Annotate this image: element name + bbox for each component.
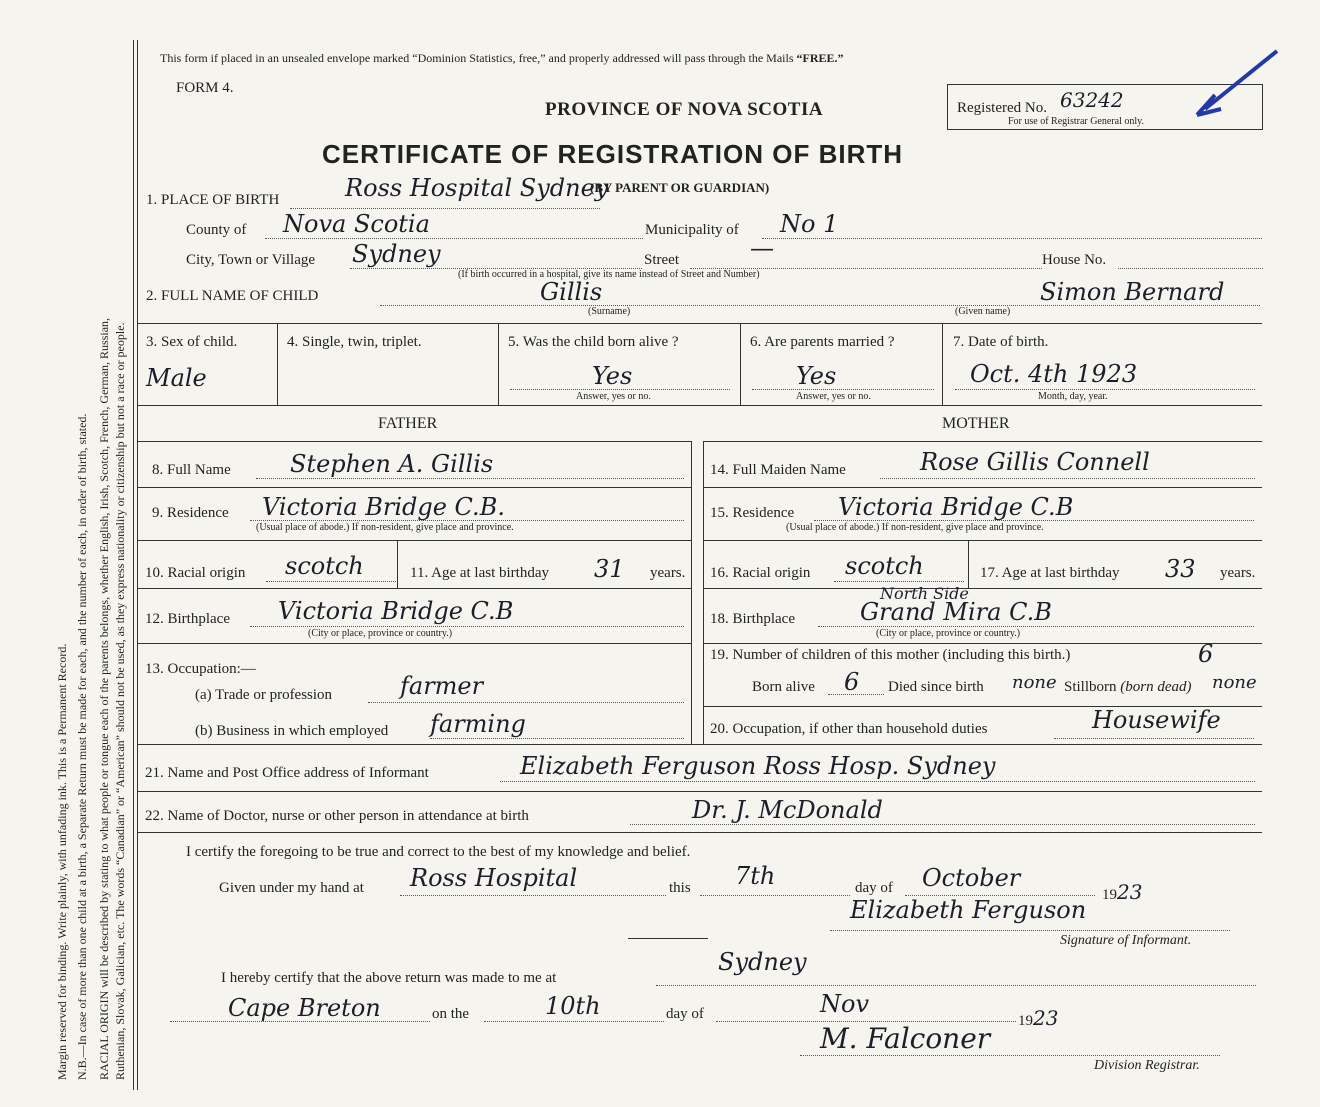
mother-name-value: Rose Gillis Connell — [920, 448, 1150, 476]
mother-birthplace-extra: North Side — [880, 584, 969, 603]
mother-birthplace-note: (City or place, province or country.) — [876, 628, 1021, 639]
mother-residence-note: (Usual place of abode.) If non-resident, give place and province. — [786, 522, 1044, 533]
informant-value: Elizabeth Ferguson Ross Hosp. Sydney — [520, 752, 996, 780]
registrar-signature: M. Falconer — [820, 1022, 991, 1055]
alive-value: Yes — [592, 362, 633, 390]
mother-race-label: 16. Racial origin — [710, 565, 811, 581]
county-label: County of — [186, 222, 247, 238]
margin-rule-2 — [137, 40, 138, 1090]
city-value: Sydney — [352, 240, 441, 268]
mail-notice: This form if placed in an unsealed envelope marked “Dominion Statistics, free,” and properly addressed will pass through the Mails “FREE.” — [160, 51, 844, 65]
municipality-value: No 1 — [780, 210, 839, 238]
certify-day-value: 7th — [735, 862, 776, 890]
father-name-value: Stephen A. Gillis — [290, 450, 494, 478]
mother-occupation-label: 20. Occupation, if other than household duties — [710, 721, 988, 737]
given-under-label: Given under my hand at — [219, 880, 364, 896]
division-registrar-label: Division Registrar. — [1094, 1058, 1200, 1073]
doctor-value: Dr. J. McDonald — [692, 796, 883, 824]
on-the-label: on the — [432, 1006, 470, 1022]
children-label: 19. Number of children of this mother (including this birth.) — [710, 647, 1071, 663]
arrow-mark-icon — [1185, 45, 1285, 125]
margin-rule — [133, 40, 134, 1090]
father-race-value: scotch — [285, 552, 364, 580]
registrar-text: I hereby certify that the above return was made to me at — [221, 970, 557, 986]
father-heading: FATHER — [378, 415, 438, 432]
father-trade-label: (a) Trade or profession — [195, 687, 333, 703]
place-label: 1. PLACE OF BIRTH — [146, 192, 280, 208]
mother-occupation-value: Housewife — [1092, 706, 1221, 734]
died-label: Died since birth — [888, 679, 984, 695]
multiple-label: 4. Single, twin, triplet. — [287, 334, 422, 350]
margin-note-2: N.B.—In case of more than one child at a birth, a Separate Return must be made for each, and the number of each, in order of birth, stated. — [75, 413, 89, 1080]
margin-note-1: Margin reserved for binding. Write plainly, with unfading ink. This is a Permanent Record. — [55, 643, 69, 1080]
father-residence-note: (Usual place of abode.) If non-resident, give place and province. — [256, 522, 514, 533]
father-occupation-label: 13. Occupation:— — [145, 661, 256, 677]
father-birthplace-note: (City or place, province or country.) — [308, 628, 453, 639]
street-value: — — [750, 234, 774, 262]
division-value: Cape Breton — [228, 994, 381, 1022]
form-number: FORM 4. — [176, 80, 234, 96]
mother-birthplace-label: 18. Birthplace — [710, 611, 795, 627]
certify-text: I certify the foregoing to be true and correct to the best of my knowledge and belief. — [186, 844, 691, 860]
children-value: 6 — [1198, 640, 1214, 668]
registered-label: Registered No. — [957, 100, 1047, 116]
registrar-year-label: 1923 — [1018, 1006, 1059, 1030]
margin-note-4: Ruthenian, Slovak, Galician, etc. The words “Canadian” or “American” should not be used, as they express nationality or citizenship but not a race or people. — [113, 322, 127, 1080]
stillborn-value: none — [1212, 672, 1257, 693]
municipality-label: Municipality of — [645, 222, 739, 238]
child-surname: Gillis — [540, 278, 603, 306]
given-place-value: Ross Hospital — [410, 864, 578, 892]
born-alive-value: 6 — [844, 668, 860, 696]
city-label: City, Town or Village — [186, 252, 316, 268]
given-note: (Given name) — [955, 306, 1011, 317]
married-label: 6. Are parents married ? — [750, 334, 895, 350]
died-value: none — [1012, 672, 1057, 693]
subtitle: (BY PARENT OR GUARDIAN) — [590, 180, 770, 195]
registrar-note: For use of Registrar General only. — [1008, 116, 1144, 127]
informant-label: 21. Name and Post Office address of Informant — [145, 765, 429, 781]
born-alive-label: Born alive — [752, 679, 815, 695]
sex-value: Male — [146, 364, 207, 392]
mother-age-value: 33 — [1165, 555, 1196, 583]
registrar-day-value: 10th — [545, 992, 601, 1020]
margin-note-3: RACIAL ORIGIN will be described by stating to what people or tongue each of the parents belongs, whether English, Irish, Scotch, French, German, Russian, — [97, 317, 111, 1080]
stillborn-label: Stillborn (born dead) — [1064, 679, 1192, 695]
father-business-value: farming — [430, 710, 526, 738]
street-label: Street — [644, 252, 679, 268]
certify-month-value: October — [922, 864, 1021, 892]
page-title: CERTIFICATE OF REGISTRATION OF BIRTH — [322, 139, 904, 169]
doctor-label: 22. Name of Doctor, nurse or other person in attendance at birth — [145, 808, 529, 824]
registrar-month-value: Nov — [820, 990, 870, 1018]
hospital-note: (If birth occurred in a hospital, give its name instead of Street and Number) — [458, 269, 760, 280]
father-residence-label: 9. Residence — [152, 505, 229, 521]
father-race-label: 10. Racial origin — [145, 565, 246, 581]
father-years: years. — [650, 565, 686, 581]
father-business-label: (b) Business in which employed — [195, 723, 389, 739]
mother-residence-value: Victoria Bridge C.B — [838, 493, 1074, 521]
day-of-label: day of — [855, 880, 893, 896]
father-age-label: 11. Age at last birthday — [410, 565, 549, 581]
alive-note: Answer, yes or no. — [576, 391, 651, 402]
house-label: House No. — [1042, 252, 1107, 268]
father-birthplace-label: 12. Birthplace — [145, 611, 230, 627]
signature-label: Signature of Informant. — [1060, 933, 1192, 948]
father-trade-value: farmer — [400, 672, 484, 700]
mother-heading: MOTHER — [942, 415, 1010, 432]
place-value: Ross Hospital Sydney — [345, 174, 609, 202]
registrar-place-value: Sydney — [718, 948, 807, 976]
registrar-day-of-label: day of — [666, 1006, 704, 1022]
father-age-value: 31 — [594, 555, 625, 583]
married-note: Answer, yes or no. — [796, 391, 871, 402]
father-name-label: 8. Full Name — [152, 462, 231, 478]
dob-note: Month, day, year. — [1038, 391, 1108, 402]
child-given-name: Simon Bernard — [1040, 278, 1225, 306]
informant-signature: Elizabeth Ferguson — [850, 896, 1087, 924]
child-name-label: 2. FULL NAME OF CHILD — [146, 288, 319, 304]
alive-label: 5. Was the child born alive ? — [508, 334, 679, 350]
mother-age-label: 17. Age at last birthday — [980, 565, 1120, 581]
father-residence-value: Victoria Bridge C.B. — [262, 493, 505, 521]
dob-label: 7. Date of birth. — [953, 334, 1049, 350]
father-birthplace-value: Victoria Bridge C.B — [278, 597, 514, 625]
certify-year-label: 1923 — [1102, 880, 1143, 904]
married-value: Yes — [796, 362, 837, 390]
dob-value: Oct. 4th 1923 — [970, 360, 1138, 388]
mother-years: years. — [1220, 565, 1256, 581]
mother-name-label: 14. Full Maiden Name — [710, 462, 846, 478]
province-heading: PROVINCE OF NOVA SCOTIA — [545, 99, 824, 120]
mother-race-value: scotch — [845, 552, 924, 580]
sex-label: 3. Sex of child. — [146, 334, 238, 350]
registered-number: 63242 — [1060, 88, 1124, 112]
mother-residence-label: 15. Residence — [710, 505, 795, 521]
mother-birthplace-value: Grand Mira C.B — [860, 598, 1052, 626]
this-label: this — [669, 880, 691, 896]
county-value: Nova Scotia — [283, 210, 430, 238]
surname-note: (Surname) — [588, 306, 631, 317]
